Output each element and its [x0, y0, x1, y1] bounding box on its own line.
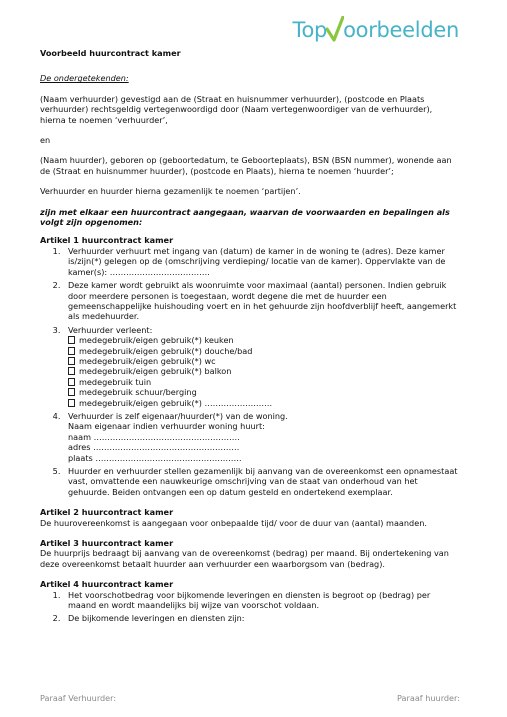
checkbox-icon — [68, 336, 75, 344]
option-label: medegebruik tuin — [79, 376, 152, 387]
list-item-text: 3. Verhuurder verleent: — [68, 324, 153, 335]
checkbox-icon — [68, 378, 75, 386]
party-tenant: (Naam huurder), geboren op (geboortedatum, te Geboorteplaats), BSN (BSN nummer), wonende aan de (Straat en huisnummer huurder), (postcode en Plaats), hierna te noemen ‘huurder’; — [40, 155, 452, 176]
option-label: medegebruik/eigen gebruik(*) balkon — [79, 366, 232, 377]
parties-text: Verhuurder en huurder hierna gezamenlijk te noemen ‘partijen’. — [40, 186, 301, 197]
logo-text-rest: oorbeelden — [343, 18, 459, 42]
logo-text-top: Top — [292, 18, 328, 42]
owner-name-label: Naam eigenaar indien verhuurder woning huurt: — [68, 421, 265, 432]
checkbox-icon — [68, 388, 75, 396]
list-item — [63, 411, 460, 463]
list-item: 1. Verhuurder verhuurt met ingang van (datum) de kamer in de woning te (adres). Deze kamer is/zijn(*) gelegen op de (omschrijving verdieping/ locatie van de kamer). Oppervlakte van de kamer(s): ………………………………. — [63, 246, 460, 277]
document-body — [40, 48, 460, 634]
article-4-list — [40, 590, 460, 624]
article-1-list — [40, 246, 460, 497]
footer — [40, 693, 460, 703]
checkbox-icon — [68, 367, 75, 375]
tenant-initials-label: Paraaf huurder: — [397, 693, 460, 703]
checkbox-icon — [68, 399, 75, 407]
checkbox-icon — [68, 347, 75, 355]
owner-city-line: plaats ……………………………………………… — [68, 452, 242, 463]
option-row — [68, 387, 460, 397]
article-2-heading: Artikel 2 huurcontract kamer — [40, 507, 174, 518]
article-3-heading: Artikel 3 huurcontract kamer — [40, 538, 174, 549]
option-row — [68, 356, 460, 366]
party-landlord: (Naam verhuurder) gevestigd aan de (Straat en huisnummer verhuurder), (postcode en Plaats verhuurder) rechtsgeldig vertegenwoordigd door (Naam vertegenwoordiger van de verhuurder), hierna te noemen ‘verhuurder’, — [40, 93, 433, 125]
list-item: 5. Huurder en verhuurder stellen gezamenlijk bij aanvang van de overeenkomst een opnamestaat vast, omvattende een nauwkeurige omschrijving van de staat van onderhoud van het gehuurde. Beiden ontvangen een op datum gesteld en ondertekend exemplaar. — [63, 466, 460, 497]
checkbox-icon — [68, 357, 75, 365]
article-2-text: De huurovereenkomst is aangegaan voor onbepaalde tijd/ voor de duur van (aantal) maanden. — [40, 517, 427, 528]
list-item-text: 4. Verhuurder is zelf eigenaar/huurder(*) van de woning. — [68, 410, 288, 421]
option-row — [68, 377, 460, 387]
landlord-initials-label: Paraaf Verhuurder: — [40, 693, 117, 703]
document-title: Voorbeeld huurcontract kamer — [40, 48, 181, 58]
option-label: medegebruik/eigen gebruik(*) ……………………. — [79, 397, 273, 408]
list-item: 1. Het voorschotbedrag voor bijkomende leveringen en diensten is begroot op (bedrag) per maand en wordt maandelijks bij wijze van voorschot voldaan. — [63, 590, 460, 611]
option-row — [68, 398, 460, 408]
option-label: medegebruik/eigen gebruik(*) wc — [79, 355, 216, 366]
option-label: medegebruik schuur/berging — [79, 387, 197, 398]
article-3-text: De huurprijs bedraagt bij aanvang van de overeenkomst (bedrag) per maand. Bij ondertekening van deze overeenkomst betaalt huurder aan verhuurder een waarborgsom van (bedrag). — [40, 548, 449, 569]
option-label: medegebruik/eigen gebruik(*) douche/bad — [79, 345, 253, 356]
owner-address-line: adres ……………………………………………… — [68, 442, 240, 453]
logo — [293, 12, 459, 42]
list-item: 2. De bijkomende leveringen en diensten zijn: — [63, 613, 460, 623]
option-row — [68, 346, 460, 356]
article-1-heading: Artikel 1 huurcontract kamer — [40, 235, 174, 246]
and-text: en — [40, 135, 51, 146]
list-item — [63, 325, 460, 408]
list-item: 2. Deze kamer wordt gebruikt als woonruimte voor maximaal (aantal) personen. Indien gebruik door meerdere personen is toegestaan, wordt degene die met de huurder een gemeenschappelijke huishouding voert en in het gehuurde zijn hoofdverblijf heeft, aangemerkt als medehuurder. — [63, 280, 460, 322]
option-label: medegebruik/eigen gebruik(*) keuken — [79, 335, 234, 346]
agreement-text: zijn met elkaar een huurcontract aangegaan, waarvan de voorwaarden en bepalingen als volgt zijn opgenomen: — [40, 206, 450, 228]
option-row — [68, 366, 460, 376]
article-4-heading: Artikel 4 huurcontract kamer — [40, 579, 174, 590]
owner-name-line: naam ……………………………………………… — [68, 431, 240, 442]
checkmark-icon — [326, 16, 344, 42]
option-row — [68, 335, 460, 345]
intro-heading: De ondergetekenden: — [40, 73, 129, 84]
